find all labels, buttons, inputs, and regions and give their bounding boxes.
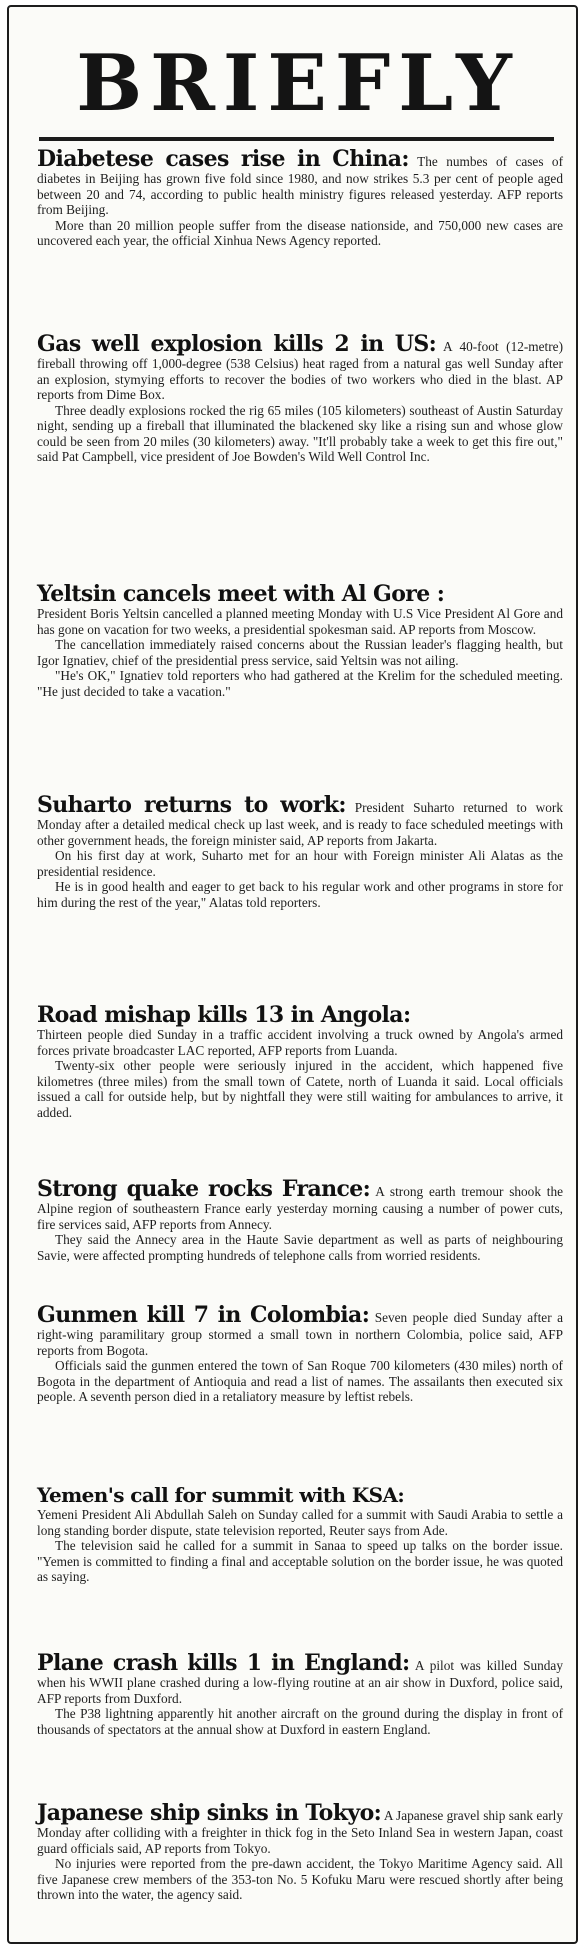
story-paragraph: A strong earth tremour shook the Alpine region of southeastern France early yesterday morning causing a number of power cuts, fire services said, AFP reports from Annecy. (37, 1184, 564, 1232)
story-headline: Gunmen kill 7 in Colombia: (37, 1302, 370, 1328)
story-yeltsin-gore (37, 582, 563, 699)
story-headline: Yemen's call for summit with KSA: (37, 1483, 405, 1507)
story-paragraph: The numbes of cases of diabetes in Beijing has grown five fold since 1980, and now strikes 5.3 per cent of people aged between 20 and 74, according to public health ministry figures released yesterday. AFP reports from Beijing. (37, 154, 563, 217)
story-yemen-summit (37, 1483, 563, 1585)
story-headline: Suharto returns to work: (37, 792, 346, 818)
story-paragraph: "He's OK," Ignatiev told reporters who had gathered at the Krelim for the scheduled meeting. "He just decided to take a vacation." (37, 668, 563, 699)
story-paragraph: Thirteen people died Sunday in a traffic accident involving a truck owned by Angola's armed forces private broadcaster LAC reported, AFP reports from Luanda. (37, 1027, 563, 1058)
story-paragraph: On his first day at work, Suharto met for an hour with Foreign minister Ali Alatas as the presidential residence. (37, 848, 563, 879)
story-headline: Road mishap kills 13 in Angola: (37, 1002, 411, 1028)
story-headline: Gas well explosion kills 2 in US: (37, 331, 437, 357)
story-paragraph: A Japanese gravel ship sank early Monday after colliding with a freighter in thick fog in the Seto Inland Sea in western Japan, coast guard officials said, AP reports from Tokyo. (37, 1808, 563, 1856)
story-paragraph: The cancellation immediately raised concerns about the Russian leader's flagging health, but Igor Ignatiev, chief of the presidential press service, said Yeltsin was not ailing. (37, 637, 563, 668)
story-paragraph: More than 20 million people suffer from the disease nationside, and 750,000 new cases are uncovered each year, the official Xinhua News Agency reported. (37, 217, 563, 248)
story-china-diabetes (37, 147, 563, 249)
story-angola-road (37, 1003, 563, 1120)
story-paragraph: The P38 lightning apparently hit another aircraft on the ground during the display in front of thousands of spectators at the annual show at Duxford in eastern England. (37, 1706, 563, 1737)
story-paragraph: Yemeni President Ali Abdullah Saleh on Sunday called for a summit with Saudi Arabia to settle a long standing border dispute, state television reported, Reuter says from Ade. (37, 1507, 563, 1538)
masthead-title: BRIEFLY (76, 37, 520, 129)
story-paragraph: He is in good health and eager to get back to his regular work and other programs in store for him during the rest of the year," Alatas told reporters. (37, 879, 563, 910)
masthead-rule (39, 137, 554, 141)
story-paragraph: Three deadly explosions rocked the rig 65 miles (105 kilometers) southeast of Austin Saturday night, sending up a fireball that illuminated the blackened sky like a rising sun and whose glow could be seen from 20 miles (30 kilometers) away. "It'll probably take a week to get this fire out," said Pat Campbell, vice president of Joe Bowden's Wild Well Control Inc. (37, 402, 563, 464)
story-headline: Plane crash kills 1 in England: (37, 1650, 410, 1676)
article-frame (7, 5, 578, 1944)
story-paragraph: Seven people died Sunday after a right-wing paramilitary group stormed a small town in northern Colombia, police said, AFP reports from Bogota. (37, 1310, 563, 1358)
story-paragraph: No injuries were reported from the pre-dawn accident, the Tokyo Maritime Agency said. All five Japanese crew members of the 353-ton No. 5 Kofuku Maru were rescued shortly after being thrown into the water, the agency said. (37, 1856, 563, 1902)
story-paragraph: The television said he called for a summit in Sanaa to speed up talks on the border issue. "Yemen is committed to finding a final and acceptable solution on the border issue, he was quoted as saying. (37, 1538, 563, 1584)
story-colombia-gunmen (37, 1303, 563, 1405)
story-tokyo-ship (37, 1801, 563, 1903)
story-england-plane (37, 1651, 563, 1737)
story-france-quake (37, 1177, 563, 1263)
story-paragraph: They said the Annecy area in the Haute Savie department as well as parts of neighbouring Savie, were affected prompting hundreds of telephone calls from worried residents. (37, 1232, 563, 1263)
story-paragraph: President Suharto returned to work Monday after a detailed medical check up last week, and is ready to face scheduled meetings with other government heads, the foreign minister said, AP reports from Jakarta. (37, 800, 563, 848)
story-headline: Yeltsin cancels meet with Al Gore : (37, 581, 445, 607)
story-headline: Strong quake rocks France: (37, 1176, 371, 1202)
story-paragraph: Officials said the gunmen entered the town of San Roque 700 kilometers (430 miles) north of Bogota in the department of Antioquia and read a list of names. The assailants then executed six people. A seventh person died in a retaliatory measure by leftist rebels. (37, 1358, 563, 1404)
story-us-gas-well (37, 332, 563, 465)
story-suharto (37, 793, 563, 910)
story-headline: Diabetese cases rise in China: (37, 146, 409, 172)
story-paragraph: President Boris Yeltsin cancelled a planned meeting Monday with U.S Vice President Al Gore and has gone on vacation for two weeks, a presidential spokesman said. AP reports from Moscow. (37, 606, 563, 637)
story-headline: Japanese ship sinks in Tokyo: (37, 1800, 382, 1826)
story-paragraph: A pilot was killed Sunday when his WWII plane crashed during a low-flying routine at an air show in Duxford, police said, AFP reports from Duxford. (37, 1658, 563, 1706)
story-paragraph: Twenty-six other people were seriously injured in the accident, which happened five kilometres (three miles) from the small town of Catete, north of Luanda it said. Local officials issued a call for outside help, but by nightfall they were still waiting for ambulances to arrive, it added. (37, 1058, 563, 1120)
story-paragraph: A 40-foot (12-metre) fireball throwing off 1,000-degree (538 Celsius) heat raged from a natural gas well Sunday after an explosion, stymying efforts to recover the bodies of two workers who died in the blast. AP reports from Dime Box. (37, 339, 564, 402)
